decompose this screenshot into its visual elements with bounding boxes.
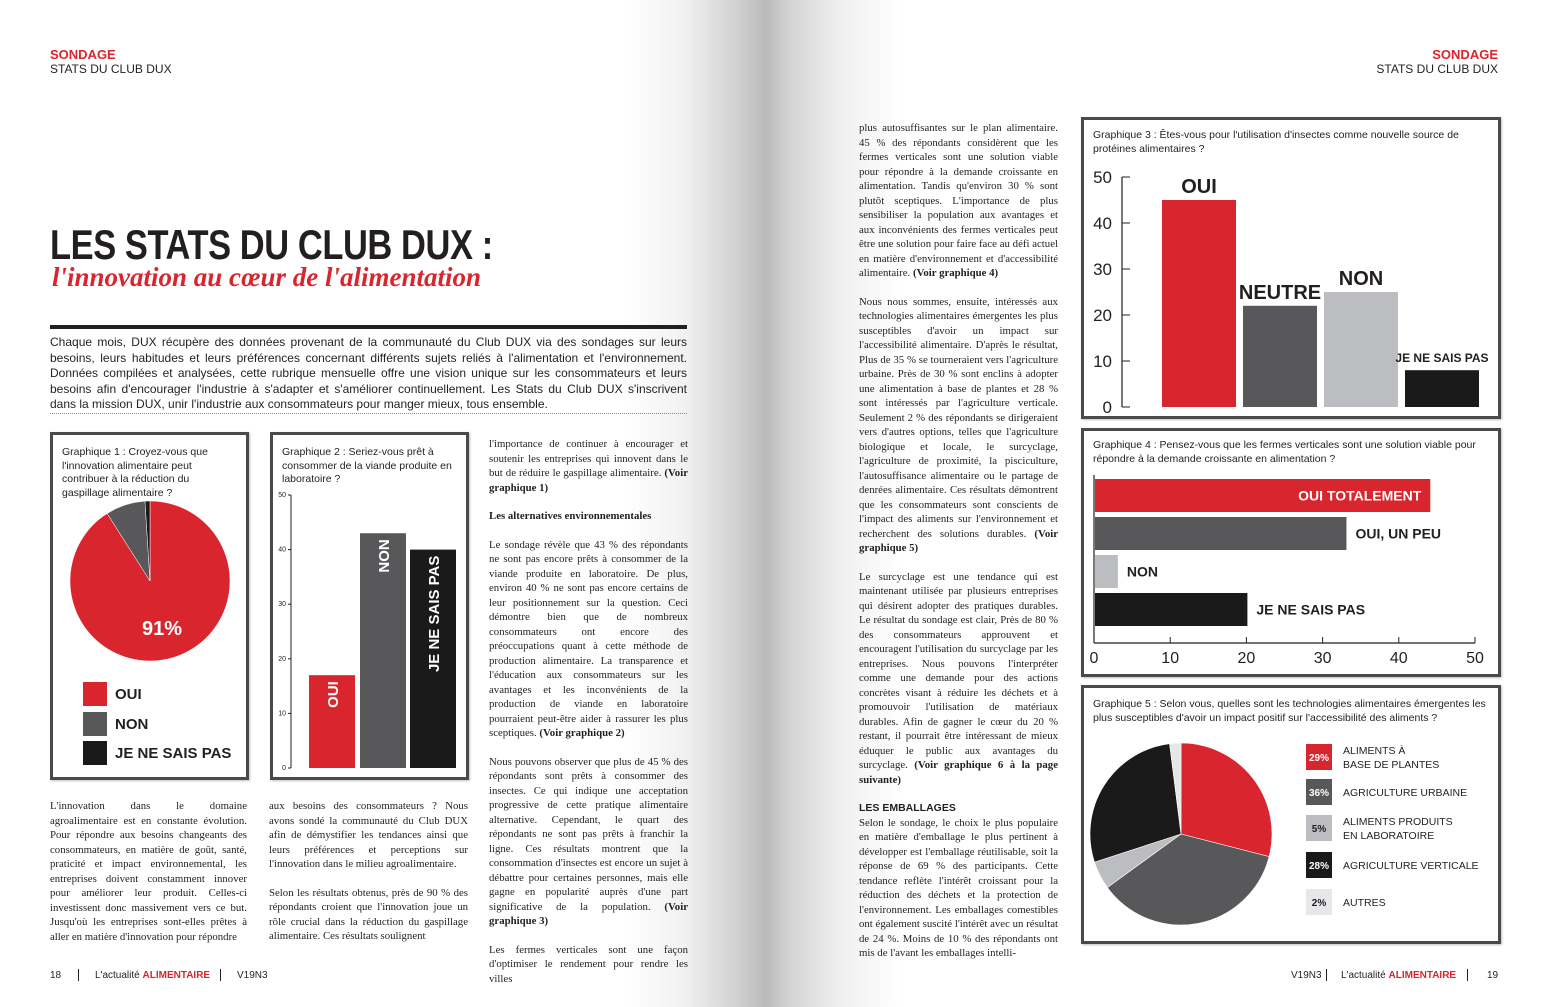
legend-value-agriculture-verticale: 28% <box>1308 861 1330 872</box>
y-tick-label: 30 <box>1093 260 1112 279</box>
intro-paragraph: Chaque mois, DUX récupère des données provenant de la communauté du Club DUX via des sondages sur leurs besoins, leurs habitudes et leurs préférences concernant différents sujets reliés à l'alimentation et l'environnement. Données compilées et analysées, cette rubrique mensuelle offre une vision unique sur les consommateurs et leurs besoins afin d'encourager l'industrie à s'adapter et s'améliorer continuellement. Les Stats du Club DUX s'inscrivent dans la mission DUX, unir l'industrie aux consommateurs pour manger mieux, tous ensemble. <box>50 335 687 412</box>
legend-value-autres: 2% <box>1311 898 1327 909</box>
col3-ref-3: (Voir graphique 3) <box>489 900 688 927</box>
chart-1-question: Graphique 1 : Croyez-vous que l'innovation alimentaire peut contribuer à la réduction du gaspillage alimentaire ? <box>62 446 208 499</box>
col3-ref-1: (Voir graphique 1) <box>489 467 688 494</box>
section-label-right: SONDAGE <box>1432 47 1498 62</box>
chart-4-box <box>1081 428 1501 677</box>
x-tick-label: 20 <box>1237 650 1256 667</box>
chart-3-bars <box>1084 120 1498 416</box>
col1-paragraph-1: L'innovation dans le domaine agroalimentaire est en constante évolution. Pour répondre aux besoins changeants des consommateurs, en matière de goût, santé, praticité et impact environnemental, les entreprises doivent constamment innover pour améliorer leur produit. Celles-ci investissent donc massivement vers ce but. Jusqu'où les entreprises sont-elles prêtes à aller en matière d'innovation pour répondre <box>50 800 247 943</box>
col3-paragraph-4: Les fermes verticales sont une façon d'optimiser le rendement pour rendre les villes <box>489 943 688 985</box>
publication-name-right <box>1341 970 1456 981</box>
col4-ref-2: (Voir graphique 5) <box>859 527 1059 554</box>
legend-swatch-oui <box>83 682 107 706</box>
col3-paragraph-2: Le sondage révèle que 43 % des répondants ne sont pas encore prêts à consommer de la viande produite en laboratoire. De plus, environ 40 % ne sont pas encore certains de leur positionnement sur la question. Ceci démontre bien que de nombreux consommateurs ont encore des préoccupations quant à cette méthode de production alimentaire. La transparence et l'éducation aux consommateurs sur les avantages et les inconvénients de la production de viande en laboratoire pourraient peut-être aider à rassurer les plus sceptiques. <box>489 538 688 739</box>
y-tick-label: 50 <box>278 492 286 499</box>
x-tick-label: 50 <box>1466 650 1484 667</box>
legend-label-aliments-produits-en-laboratoire: ALIMENTS PRODUITS <box>1343 816 1453 828</box>
y-tick-label: 40 <box>1093 214 1112 233</box>
chart-5-question: Graphique 5 : Selon vous, quelles sont les technologies alimentaires émergentes les plus susceptibles d'avoir un impact positif sur l'accessibilité des aliments ? <box>1093 698 1486 724</box>
bar-oui-un-peu <box>1095 517 1346 550</box>
legend-value-agriculture-urbaine: 36% <box>1308 788 1330 799</box>
x-tick-label: 40 <box>1389 650 1408 667</box>
bar-label-non: NON <box>376 539 393 573</box>
text-column-4 <box>859 121 1058 975</box>
bar-label-oui: OUI <box>1181 176 1217 198</box>
col2-paragraph-1: aux besoins des consommateurs ? Nous avons sondé la communauté du Club DUX afin de démystifier les tendances ainsi que leurs préférences et perceptions sur l'innovation dans le milieu agroalimentaire. <box>269 800 468 870</box>
bar-non <box>1324 292 1398 407</box>
legend-label-je-ne-sais-pas: JE NE SAIS PAS <box>115 745 232 762</box>
chart-2-box <box>270 432 469 780</box>
publication-prefix-right: L'actualité <box>1341 970 1386 981</box>
bar-label-non: NON <box>1126 563 1158 580</box>
bar-je-ne-sais-pas <box>1405 370 1479 407</box>
col4-paragraph-1: plus autosuffisantes sur le plan alimentaire. 45 % des répondants considèrent que les fermes verticales sont une solution viable pour répondre à la demande croissante en alimentation. Tandis qu'environ 30 % sont plutôt sceptiques. L'importance de plus sensibiliser la population aux avantages et aux inconvénients des fermes verticales peut être une solution pour faire face au défi actuel en matière d'environnement et d'accessibilité alimentaire. <box>859 122 1058 279</box>
bar-label-neutre: NEUTRE <box>1238 281 1322 304</box>
chart-5-box <box>1081 685 1501 944</box>
publication-brand-right: ALIMENTAIRE <box>1388 970 1457 981</box>
chart-2-question: Graphique 2 : Seriez-vous prêt à consommer de la viande produite en laboratoire ? <box>282 446 452 485</box>
chart-3-box <box>1081 117 1501 419</box>
bar-non <box>1095 555 1118 588</box>
col4-ref-3: (Voir graphique 6 à la page suivante) <box>859 759 1058 786</box>
chart-5-pie <box>1084 688 1498 941</box>
bar-neutre <box>1243 306 1317 407</box>
legend-label-agriculture-urbaine: AGRICULTURE URBAINE <box>1343 787 1468 799</box>
bar-label-oui-totalement: OUI TOTALEMENT <box>1298 487 1422 504</box>
y-tick-label: 0 <box>282 765 286 772</box>
legend-label-oui: OUI <box>115 686 142 703</box>
issue-right: V19N3 <box>1291 970 1322 981</box>
legend-swatch-je-ne-sais-pas <box>83 741 107 765</box>
section-sub-right: STATS DU CLUB DUX <box>1376 62 1498 76</box>
chart-4-question: Graphique 4 : Pensez-vous que les fermes verticales sont une solution viable pour répondre à la demande croissante en alimentation ? <box>1093 439 1476 465</box>
section-label-left: SONDAGE <box>50 47 116 62</box>
footer-separator <box>1467 969 1468 981</box>
y-tick-label: 30 <box>278 601 286 609</box>
chart-2-bars <box>273 435 466 777</box>
legend-label-aliments-a-base-de-plantes: ALIMENTS À <box>1343 745 1406 757</box>
col2-paragraph-2: Selon les résultats obtenus, près de 90 % des répondants croient que l'innovation joue un rôle crucial dans la réduction du gaspillage alimentaire. Ces résultats soulignent <box>269 886 468 942</box>
legend-label-autres: AUTRES <box>1343 897 1386 909</box>
legend-label-non: NON <box>115 716 149 733</box>
issue-left: V19N3 <box>237 970 268 981</box>
col3-ref-2: (Voir graphique 2) <box>539 727 625 739</box>
y-tick-label: 20 <box>278 655 286 663</box>
chart-4-bars <box>1084 431 1498 674</box>
bar-label-je-ne-sais-pas: JE NE SAIS PAS <box>1256 601 1366 618</box>
footer-separator <box>78 969 79 981</box>
page-number-left: 18 <box>50 970 62 981</box>
bar-oui <box>1162 200 1236 407</box>
section-sub-left: STATS DU CLUB DUX <box>50 62 172 76</box>
x-tick-label: 30 <box>1313 650 1332 667</box>
text-column-1 <box>50 799 247 958</box>
publication-name-left <box>95 970 210 981</box>
pie-data-label-oui: 91% <box>141 618 183 640</box>
col4-paragraph-3: Le surcyclage est une tendance qui est maintenant utilisée par plusieurs entreprises qui désirent adopter des pratiques durables. Le résultat du sondage est clair, Près de 80 % des consommateurs approuvent et encouragent l'utilisation du surcyclage par les entreprises. Nous pouvons l'interpréter comme une demande pour des actions concrètes visant à réduire les déchets et à promouvoir l'utilisation de matériaux durables. Afin de gagner le cœur du 20 % restant, il pourrait être intéressant de mieux éduquer le public aux avantages du surcyclage. <box>859 570 1058 771</box>
y-tick-label: 40 <box>278 546 286 554</box>
bar-label-je-ne-sais-pas: JE NE SAIS PAS <box>426 555 443 673</box>
page-number-right: 19 <box>1487 970 1499 981</box>
chart-1-pie <box>53 435 246 777</box>
chart-1-box <box>50 432 249 780</box>
y-tick-label: 0 <box>1102 398 1112 416</box>
legend-value-aliments-a-base-de-plantes: 29% <box>1308 753 1330 764</box>
x-tick-label: 10 <box>1161 650 1180 667</box>
legend-label-agriculture-verticale: AGRICULTURE VERTICALE <box>1343 860 1479 872</box>
legend-label-aliments-produits-en-laboratoire-line-2: EN LABORATOIRE <box>1343 830 1435 842</box>
chart-3-question: Graphique 3 : Êtes-vous pour l'utilisation d'insectes comme nouvelle source de protéines alimentaires ? <box>1093 129 1459 155</box>
footer-separator <box>220 969 221 981</box>
y-tick-label: 10 <box>1093 352 1112 371</box>
text-column-3 <box>489 437 688 1000</box>
col4-ref-1: (Voir graphique 4) <box>912 267 999 279</box>
col3-paragraph-1: l'importance de continuer à encourager et soutenir les entreprises qui innovent dans le but de réduire le gaspillage alimentaire. <box>489 438 688 479</box>
footer-separator <box>1326 969 1327 981</box>
col3-paragraph-3: Nous pouvons observer que plus de 45 % des répondants sont prêts à consommer des insectes. Ce qui indique une acceptation progressive de cette pratique alimentaire alternative. Cependant, le quart des répondants ne sont pas prêts à franchir la ligne. Ces résultats montrent que la consommation d'insectes est encore un sujet à débattre pour certaines personnes, mais elle gagne en popularité auprès d'une part significative de la population. <box>489 755 688 913</box>
bar-je-ne-sais-pas <box>1095 593 1247 626</box>
intro-divider <box>50 413 687 414</box>
publication-prefix-left: L'actualité <box>95 970 140 981</box>
page-subtitle: l'innovation au cœur de l'alimentation <box>52 262 482 292</box>
col4-subhead: LES EMBALLAGES <box>859 802 956 814</box>
legend-value-aliments-produits-en-laboratoire: 5% <box>1311 824 1327 835</box>
publication-brand-left: ALIMENTAIRE <box>142 970 211 981</box>
text-column-2 <box>269 799 468 958</box>
bar-label-je-ne-sais-pas: JE NE SAIS PAS <box>1395 351 1489 366</box>
y-tick-label: 10 <box>278 710 286 718</box>
bar-label-oui-un-peu: OUI, UN PEU <box>1355 525 1442 542</box>
bar-label-oui: OUI <box>325 681 342 708</box>
bar-label-non: NON <box>1338 268 1384 290</box>
col3-subhead: Les alternatives environnementales <box>489 510 652 522</box>
x-tick-label: 0 <box>1089 650 1099 667</box>
col4-paragraph-4: Selon le sondage, le choix le plus populaire en matière d'emballage le plus pertinent à développer est l'emballage réutilisable, soit la réponse de 69 % des participants. Cette tendance reflète l'intérêt croissant pour la réduction des déchets et la protection de l'environnement. Les emballages comestibles ont également suscité l'intérêt avec un résultat de 24 %. Moins de 10 % des répondants ont mis de l'avant les emballages intelli- <box>859 816 1058 959</box>
y-tick-label: 20 <box>1093 306 1112 325</box>
y-tick-label: 50 <box>1093 168 1112 187</box>
col4-paragraph-2: Nous nous sommes, ensuite, intéressés aux technologies alimentaires émergentes les plus susceptibles d'avoir un impact sur l'accessibilité alimentaire. D'après le résultat, Plus de 35 % se tourneraient vers l'agriculture urbaine. Près de 30 % sont enclins à adopter une alimentation à base de plantes et 28 % sont intéressés par l'agriculture verticale. Seulement 2 % des répondants se dirigeraient vers d'autres options, telles que l'agriculture biologique et locale, le surcyclage, l'agriculture de proximité, la pisciculture, l'autosuffisance alimentaire ou le partage de denrées alimentaire. Ces résultats démontrent que les consommateurs sont conscients de l'impact des aliments sur l'environnement et recherchent des solutions durables. <box>859 295 1058 540</box>
legend-label-aliments-a-base-de-plantes-line-2: BASE DE PLANTES <box>1343 759 1440 771</box>
page-title: LES STATS DU CLUB DUX : <box>50 221 493 268</box>
legend-swatch-non <box>83 712 107 736</box>
title-rule <box>50 325 687 329</box>
